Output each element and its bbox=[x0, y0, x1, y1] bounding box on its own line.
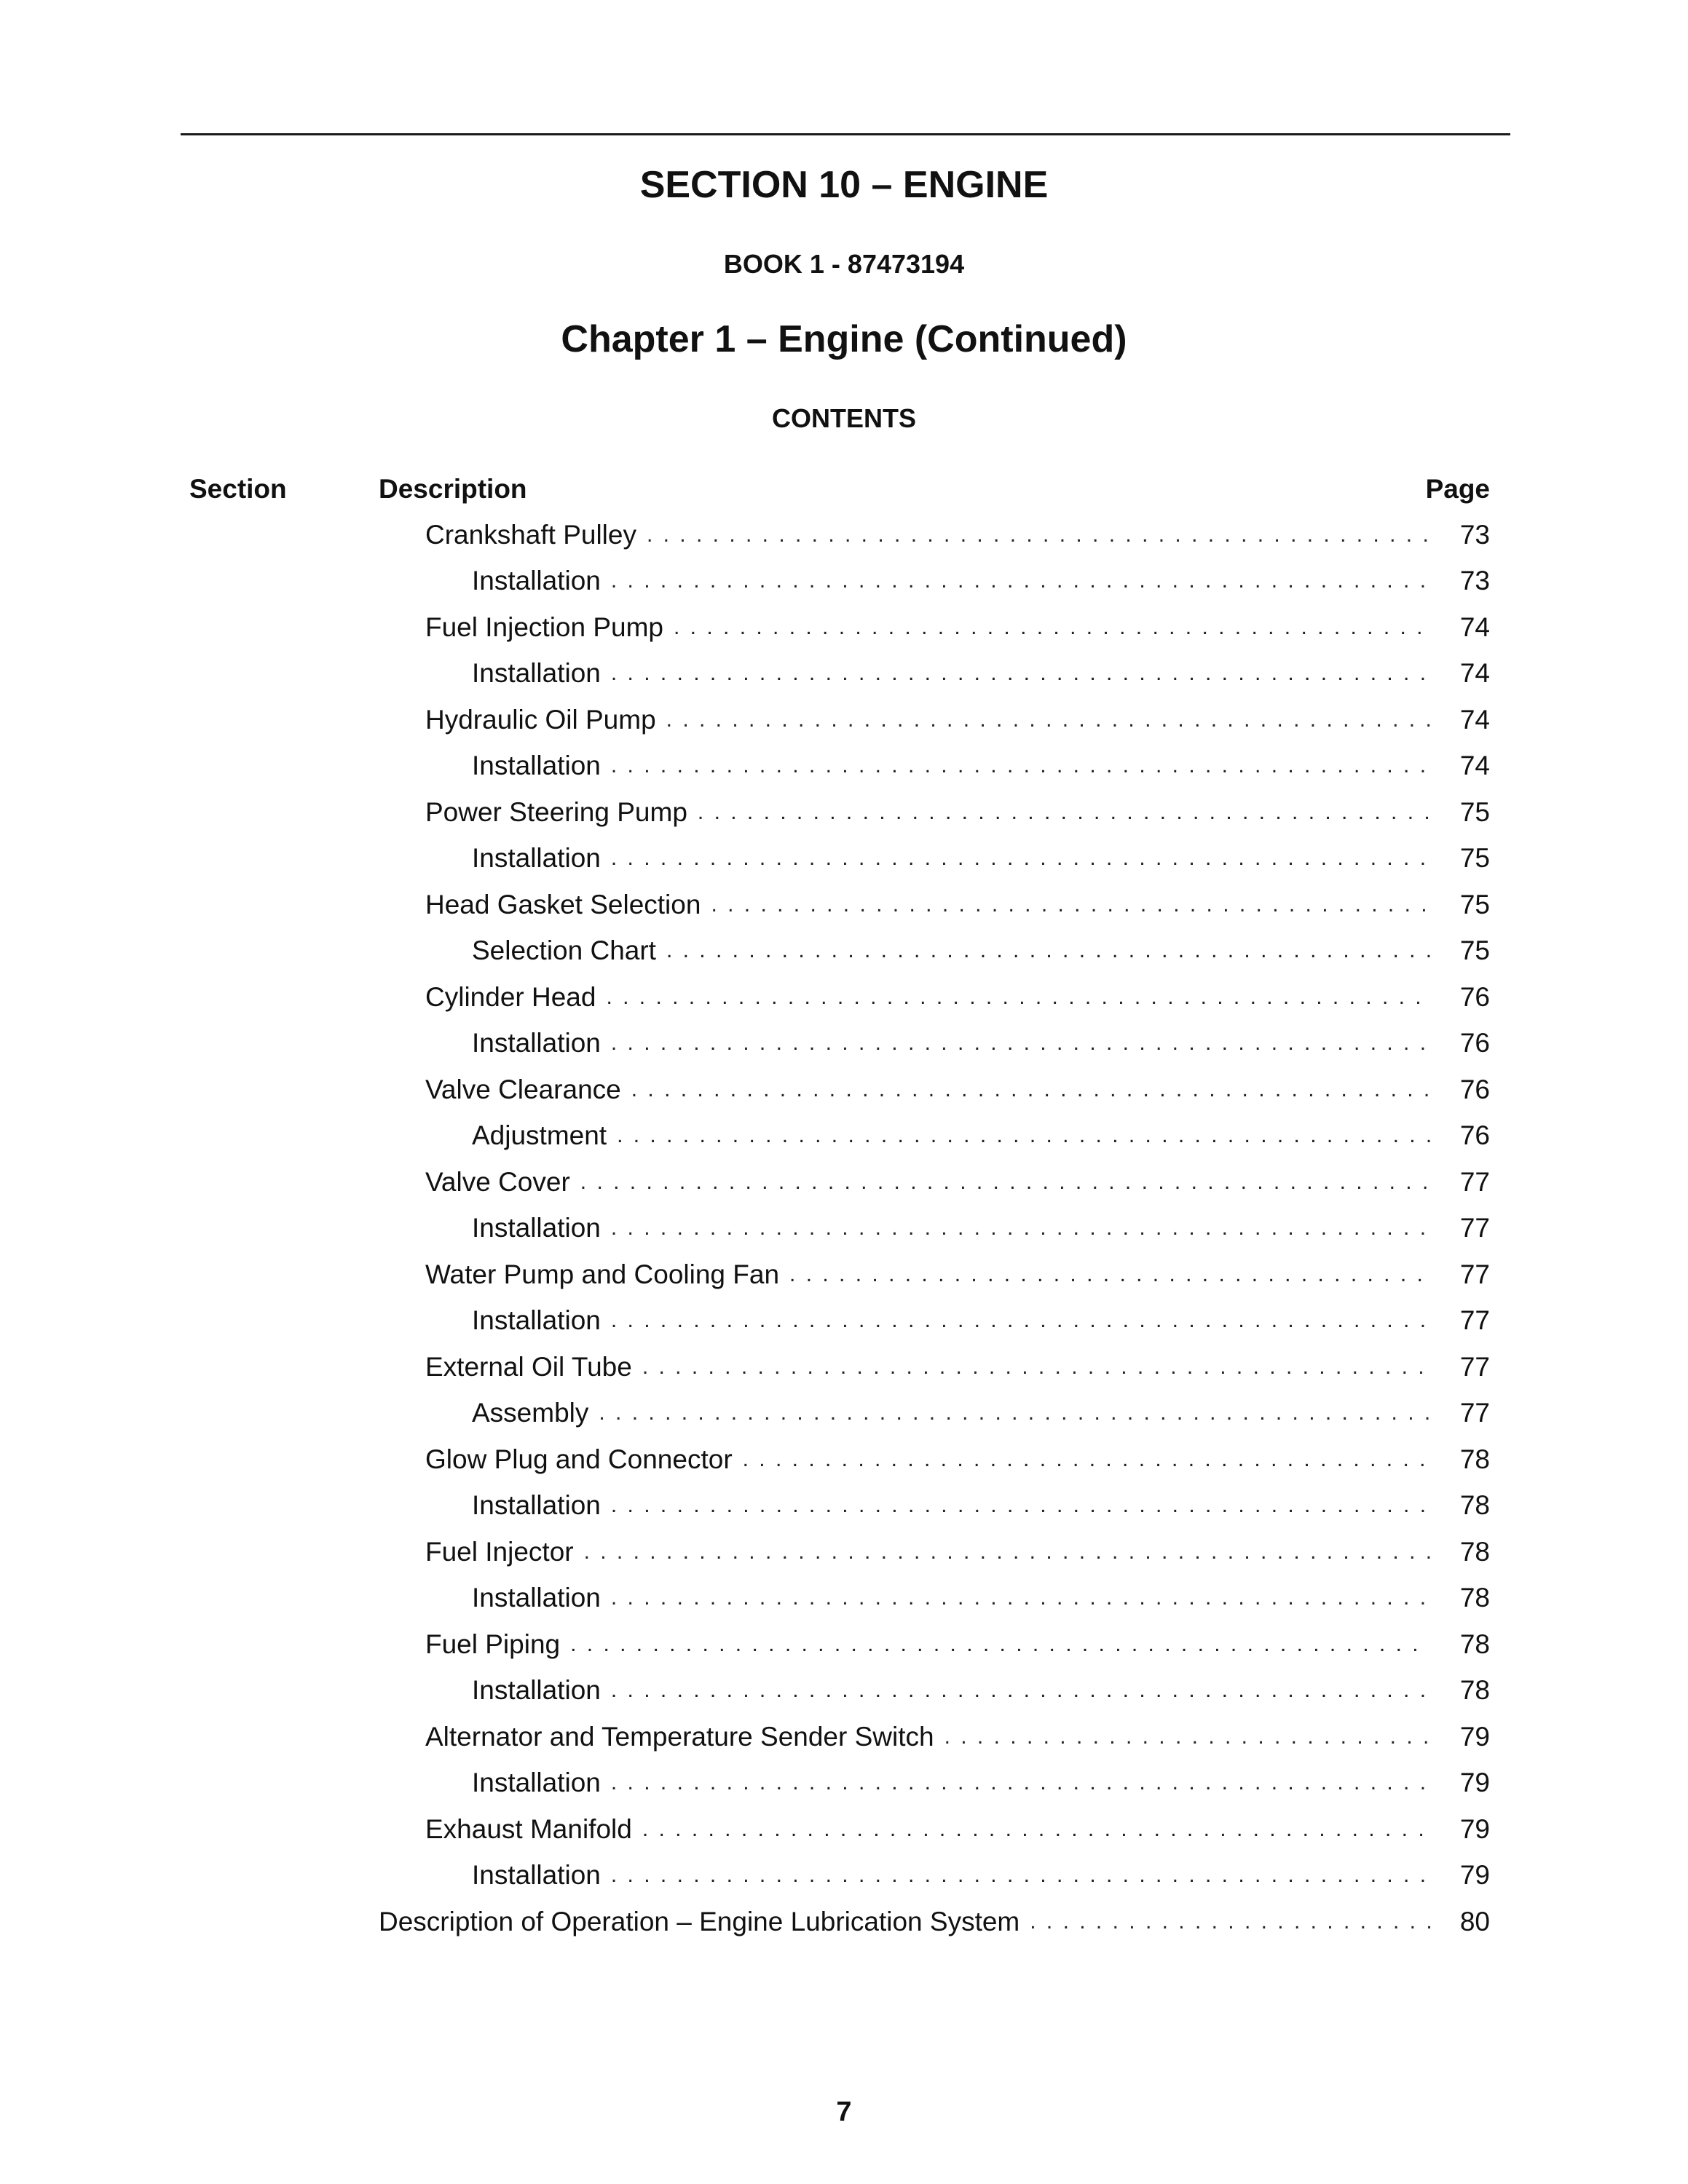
toc-dot-leader bbox=[1030, 1910, 1430, 1934]
toc-entry[interactable] bbox=[379, 789, 1490, 836]
toc-dot-leader bbox=[666, 708, 1430, 732]
toc-dot-leader bbox=[611, 846, 1430, 871]
toc-entry-page: 77 bbox=[1459, 1398, 1490, 1428]
toc-entry-label: Installation bbox=[472, 1028, 601, 1059]
toc-entry[interactable] bbox=[379, 743, 1490, 790]
toc-entry-page: 75 bbox=[1459, 796, 1490, 827]
toc-entry-page: 79 bbox=[1459, 1860, 1490, 1891]
toc-entry-label: Cylinder Head bbox=[425, 981, 596, 1012]
toc-entry-label: Valve Clearance bbox=[425, 1074, 621, 1104]
toc-dot-leader bbox=[711, 893, 1430, 917]
toc-entry-label: Crankshaft Pulley bbox=[425, 519, 636, 550]
toc-entry-label: Power Steering Pump bbox=[425, 796, 687, 827]
toc-dot-leader bbox=[611, 1308, 1430, 1333]
toc-dot-leader bbox=[580, 1170, 1430, 1195]
toc-entry-label: Valve Cover bbox=[425, 1166, 570, 1197]
toc-dot-leader bbox=[674, 615, 1430, 640]
toc-entry-label: Installation bbox=[472, 658, 601, 689]
toc-entry-page: 77 bbox=[1459, 1213, 1490, 1243]
toc-entry-label: Hydraulic Oil Pump bbox=[425, 704, 656, 735]
toc-entry-page: 78 bbox=[1459, 1490, 1490, 1521]
toc-entry-page: 78 bbox=[1459, 1675, 1490, 1706]
toc-entry[interactable] bbox=[379, 1206, 1490, 1252]
toc-dot-leader bbox=[611, 569, 1430, 593]
toc-entry-page: 75 bbox=[1459, 935, 1490, 966]
toc-entry[interactable] bbox=[379, 1575, 1490, 1622]
toc-dot-leader bbox=[599, 1401, 1430, 1425]
book-number: BOOK 1 - 87473194 bbox=[723, 249, 965, 279]
toc-entry-label: Fuel Injection Pump bbox=[425, 612, 664, 642]
toc-entry-label: Glow Plug and Connector bbox=[425, 1444, 733, 1474]
toc-entry[interactable] bbox=[379, 1436, 1490, 1483]
toc-entry[interactable] bbox=[379, 1853, 1490, 1899]
toc-dot-leader bbox=[611, 1863, 1430, 1888]
toc-entry-page: 76 bbox=[1459, 981, 1490, 1012]
toc-entry[interactable] bbox=[379, 512, 1490, 558]
toc-entry-page: 78 bbox=[1459, 1583, 1490, 1613]
toc-entry[interactable] bbox=[379, 1806, 1490, 1853]
toc-dot-leader bbox=[642, 1817, 1430, 1842]
toc-entry-label: Head Gasket Selection bbox=[425, 889, 701, 919]
toc-entry-page: 78 bbox=[1459, 1536, 1490, 1567]
toc-dot-leader bbox=[698, 800, 1430, 825]
toc-entry-label: Installation bbox=[472, 1305, 601, 1336]
toc-dot-leader bbox=[617, 1123, 1430, 1148]
toc-entry-label: Installation bbox=[472, 751, 601, 781]
toc-entry-label: Installation bbox=[472, 1213, 601, 1243]
toc-entry-page: 74 bbox=[1459, 704, 1490, 735]
column-header-section: Section bbox=[189, 474, 287, 504]
toc-dot-leader bbox=[743, 1447, 1430, 1472]
toc-entry-page: 77 bbox=[1459, 1351, 1490, 1382]
toc-entry[interactable] bbox=[379, 1344, 1490, 1390]
toc-entry-page: 76 bbox=[1459, 1074, 1490, 1104]
toc-dot-leader bbox=[611, 1031, 1430, 1056]
table-of-contents bbox=[379, 512, 1490, 1945]
toc-entry-label: External Oil Tube bbox=[425, 1351, 632, 1382]
toc-entry[interactable] bbox=[379, 1021, 1490, 1067]
toc-dot-leader bbox=[666, 938, 1430, 963]
toc-dot-leader bbox=[611, 1678, 1430, 1703]
toc-entry-label: Selection Chart bbox=[472, 935, 656, 966]
toc-entry-label: Water Pump and Cooling Fan bbox=[425, 1259, 780, 1289]
toc-dot-leader bbox=[647, 523, 1430, 547]
toc-entry-page: 73 bbox=[1459, 519, 1490, 550]
toc-entry-label: Installation bbox=[472, 1860, 601, 1891]
toc-dot-leader bbox=[611, 753, 1430, 778]
toc-entry[interactable] bbox=[379, 1899, 1490, 1945]
toc-entry-label: Installation bbox=[472, 566, 601, 596]
toc-entry[interactable] bbox=[379, 1529, 1490, 1575]
section-title: SECTION 10 – ENGINE bbox=[639, 164, 1049, 206]
toc-entry-label: Installation bbox=[472, 1583, 601, 1613]
contents-heading: CONTENTS bbox=[772, 403, 916, 433]
toc-entry-page: 77 bbox=[1459, 1166, 1490, 1197]
toc-entry-page: 73 bbox=[1459, 566, 1490, 596]
toc-dot-leader bbox=[611, 661, 1430, 686]
column-header-page: Page bbox=[1425, 474, 1490, 504]
toc-entry-page: 74 bbox=[1459, 751, 1490, 781]
toc-entry[interactable] bbox=[379, 558, 1490, 605]
toc-entry[interactable] bbox=[379, 1298, 1490, 1345]
toc-dot-leader bbox=[631, 1077, 1430, 1102]
chapter-title: Chapter 1 – Engine (Continued) bbox=[561, 318, 1127, 360]
toc-entry-label: Installation bbox=[472, 1490, 601, 1521]
toc-dot-leader bbox=[606, 985, 1430, 1010]
toc-entry-label: Installation bbox=[472, 1675, 601, 1706]
toc-dot-leader bbox=[570, 1632, 1430, 1657]
toc-entry-label: Installation bbox=[472, 843, 601, 874]
toc-entry-label: Description of Operation – Engine Lubrication System bbox=[379, 1906, 1020, 1936]
toc-dot-leader bbox=[944, 1725, 1430, 1749]
toc-entry-page: 76 bbox=[1459, 1028, 1490, 1059]
column-header-description: Description bbox=[379, 474, 527, 504]
toc-entry[interactable] bbox=[379, 1159, 1490, 1206]
page-number: 7 bbox=[836, 2097, 852, 2127]
toc-dot-leader bbox=[611, 1770, 1430, 1795]
toc-entry[interactable] bbox=[379, 1621, 1490, 1668]
toc-entry-label: Assembly bbox=[472, 1398, 589, 1428]
toc-entry-label: Adjustment bbox=[472, 1120, 607, 1151]
top-rule bbox=[181, 133, 1510, 135]
toc-entry[interactable] bbox=[379, 1113, 1490, 1160]
toc-entry-page: 77 bbox=[1459, 1259, 1490, 1289]
toc-entry-label: Exhaust Manifold bbox=[425, 1813, 632, 1844]
toc-dot-leader bbox=[611, 1216, 1430, 1241]
toc-entry[interactable] bbox=[379, 1760, 1490, 1807]
toc-entry[interactable] bbox=[379, 1483, 1490, 1530]
toc-entry-page: 79 bbox=[1459, 1768, 1490, 1798]
toc-entry-page: 75 bbox=[1459, 889, 1490, 919]
toc-entry[interactable] bbox=[379, 882, 1490, 928]
toc-entry-page: 74 bbox=[1459, 658, 1490, 689]
toc-entry-page: 78 bbox=[1459, 1444, 1490, 1474]
toc-dot-leader bbox=[642, 1355, 1430, 1380]
toc-dot-leader bbox=[789, 1262, 1430, 1287]
toc-entry[interactable] bbox=[379, 1714, 1490, 1760]
toc-entry-page: 79 bbox=[1459, 1813, 1490, 1844]
toc-entry[interactable] bbox=[379, 1390, 1490, 1437]
toc-entry-label: Fuel Injector bbox=[425, 1536, 574, 1567]
toc-entry-label: Fuel Piping bbox=[425, 1629, 561, 1659]
toc-entry[interactable] bbox=[379, 928, 1490, 975]
toc-entry-label: Installation bbox=[472, 1768, 601, 1798]
toc-entry-page: 74 bbox=[1459, 612, 1490, 642]
toc-dot-leader bbox=[611, 1586, 1430, 1610]
toc-entry[interactable] bbox=[379, 697, 1490, 743]
toc-entry-page: 78 bbox=[1459, 1629, 1490, 1659]
toc-entry[interactable] bbox=[379, 1251, 1490, 1298]
toc-entry-page: 79 bbox=[1459, 1721, 1490, 1752]
toc-entry[interactable] bbox=[379, 836, 1490, 882]
toc-entry[interactable] bbox=[379, 604, 1490, 651]
toc-entry-label: Alternator and Temperature Sender Switch bbox=[425, 1721, 934, 1752]
toc-entry[interactable] bbox=[379, 1668, 1490, 1714]
toc-entry-page: 76 bbox=[1459, 1120, 1490, 1151]
toc-entry-page: 77 bbox=[1459, 1305, 1490, 1336]
toc-dot-leader bbox=[611, 1493, 1430, 1518]
toc-entry-page: 80 bbox=[1459, 1906, 1490, 1936]
toc-entry[interactable] bbox=[379, 651, 1490, 697]
toc-entry[interactable] bbox=[379, 974, 1490, 1021]
toc-entry-page: 75 bbox=[1459, 843, 1490, 874]
toc-entry[interactable] bbox=[379, 1067, 1490, 1113]
toc-dot-leader bbox=[584, 1540, 1430, 1564]
